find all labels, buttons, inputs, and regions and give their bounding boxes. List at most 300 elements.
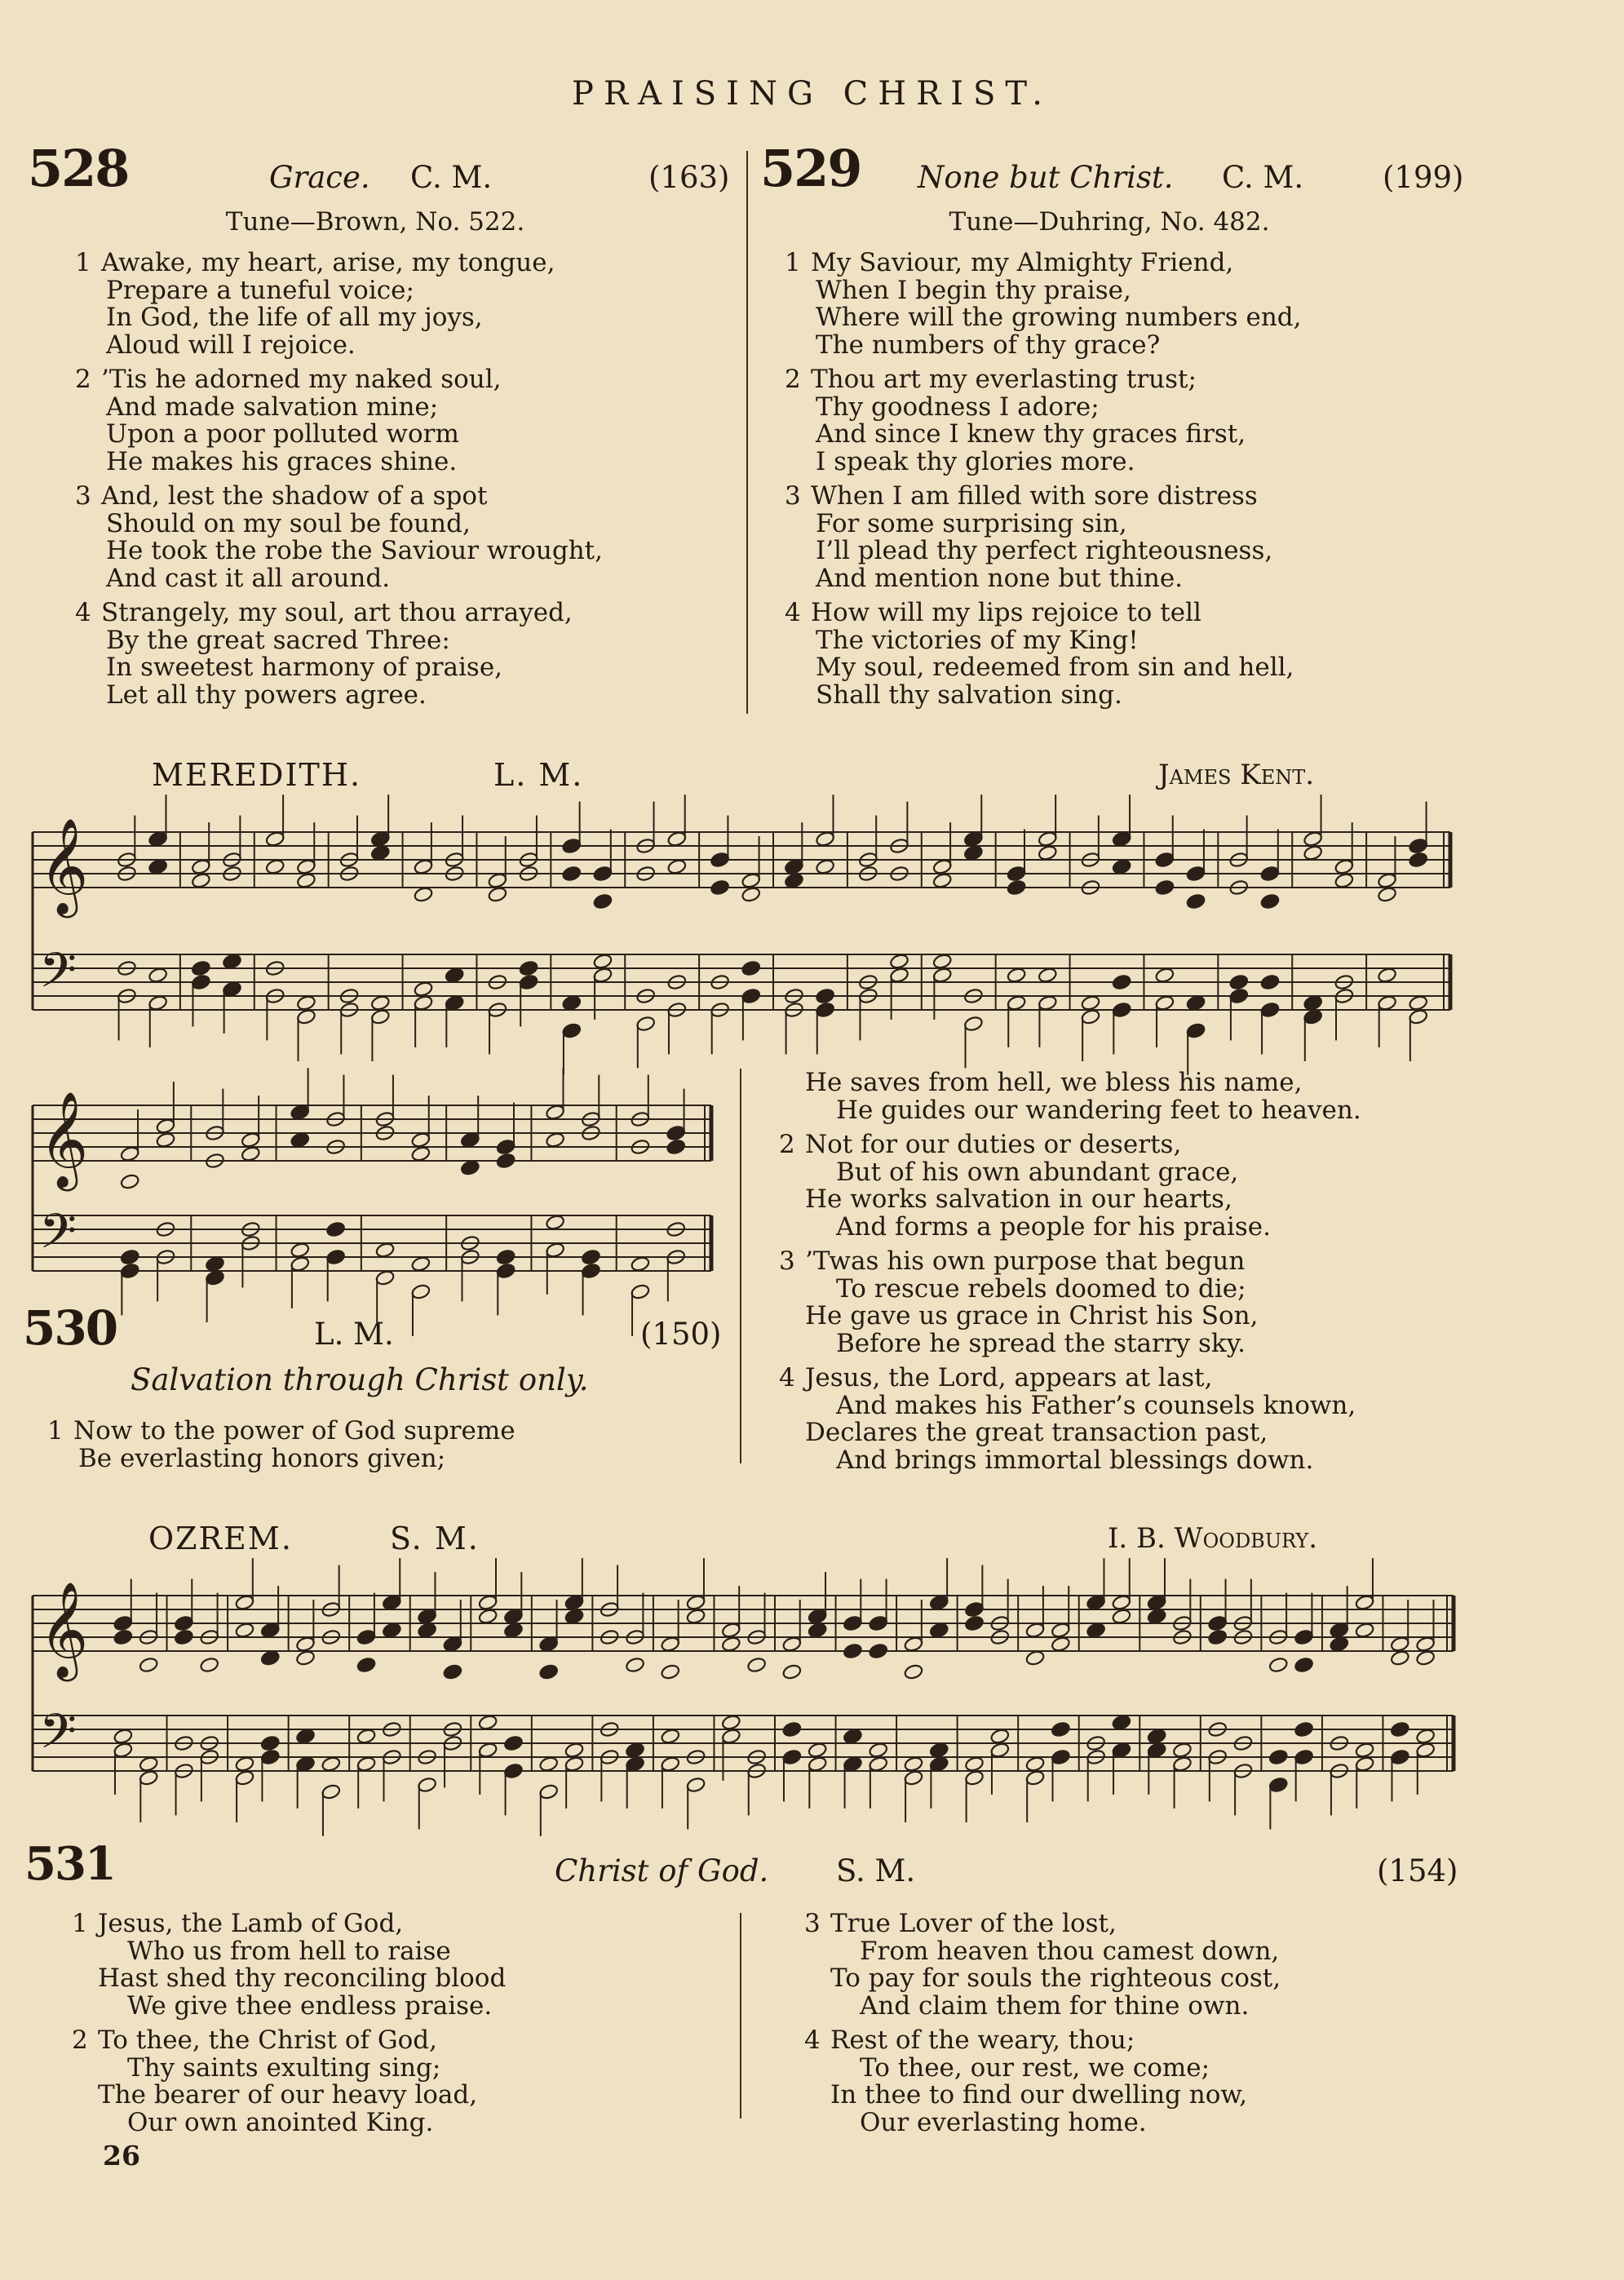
ozrem-system-note-head: [538, 1636, 559, 1653]
ozrem-system-note-head: [538, 1663, 559, 1680]
meredith-system-1-note-head: [1377, 872, 1397, 889]
meredith-system-1-note-head: [561, 1022, 582, 1039]
ozrem-system-note-head: [1025, 1769, 1046, 1786]
hymn-528-meter: C. M.: [410, 160, 493, 195]
ozrem-system-note-head: [904, 1755, 924, 1773]
meredith-system-1-note-head: [593, 967, 613, 984]
meredith-system-2-note-head: [666, 1125, 686, 1142]
meredith-system-1-note-head: [889, 967, 909, 984]
meredith-system-1-note-head: [1186, 1022, 1206, 1039]
ozrem-system-note-head: [660, 1728, 680, 1745]
ozrem-system-note-head: [808, 1755, 828, 1773]
ozrem-system-note-head: [868, 1742, 888, 1759]
meredith-system-1-note-head: [1155, 852, 1175, 869]
meredith-system-1-note-head: [741, 872, 761, 889]
ozrem-system-note-head: [1172, 1755, 1193, 1773]
ozrem-system-note-head: [686, 1594, 706, 1611]
meredith-system-1-note-head: [889, 953, 909, 970]
hymn-531-ref: (154): [1377, 1853, 1458, 1888]
column-divider-bottom: [740, 1913, 741, 2118]
stanza-1: 1 Awake, my heart, arise, my tongue, Prepare a tuneful voice; In God, the life of all my joys, Aloud will I rejoice.: [75, 248, 555, 360]
hymn-529-tune: Tune—Duhring, No. 482.: [949, 207, 1270, 237]
meredith-system-1-note-head: [191, 974, 211, 991]
ozrem-system-note-head: [868, 1643, 888, 1660]
hymn-531-verses-right: 3 True Lover of the lost, From heaven thou camest down, To pay for souls the righteous cost, And claim them for thine own. 4 Rest of the weary, thou; To thee, our rest, we come; In thee to find our dwelling now, Our everlasting home.: [804, 1909, 1281, 2137]
ozrem-system-note-head: [746, 1657, 767, 1674]
meredith-system-1-note-head: [1081, 994, 1101, 1012]
meredith-system-1-note-head: [1408, 838, 1428, 855]
meredith-system-1-note-head: [1377, 967, 1397, 984]
ozrem-system-note-head: [478, 1714, 498, 1731]
meredith-system-1-note-head: [1038, 830, 1058, 848]
meredith-system-1-note-head: [635, 1016, 656, 1033]
meredith-system-1-note-head: [414, 858, 434, 875]
meredith-system-1-note-head: [148, 858, 168, 875]
meredith-system-1-note-head: [370, 830, 391, 848]
meredith-system-1-note-head: [1408, 1008, 1428, 1025]
ozrem-system-note-head: [904, 1663, 924, 1680]
meredith-system-2-bass-clef-icon: 𝄢: [39, 1203, 77, 1271]
meredith-system-1-note-head: [815, 988, 835, 1005]
page-number: 26: [103, 2140, 140, 2172]
ozrem-system-note-head: [1294, 1721, 1314, 1738]
meredith-system-1-note-head: [148, 830, 168, 848]
meredith-system-1-note-head: [561, 994, 582, 1012]
ozrem-system-note-head: [139, 1755, 159, 1773]
meredith-system-1-note-head: [519, 974, 539, 991]
ozrem-system-note-head: [843, 1643, 863, 1660]
meredith-system-1-note-head: [265, 858, 285, 875]
ozrem-system-note-head: [113, 1742, 134, 1759]
meredith-system-1-bass-clef-icon: 𝄢: [39, 942, 77, 1010]
stanza-1: 1 My Saviour, my Almighty Friend, When I begin thy praise, Where will the growing numbers end, The numbers of thy grace?: [785, 248, 1302, 360]
ozrem-system-note-head: [1294, 1629, 1314, 1646]
meredith-system-1-note-head: [784, 858, 804, 875]
meredith-system-2-note-head: [120, 1249, 140, 1266]
meredith-system-2-note-head: [120, 1145, 140, 1162]
ozrem-system-note-head: [174, 1629, 194, 1646]
meredith-system-1-note-head: [191, 858, 211, 875]
ozrem-system-note-head: [660, 1755, 680, 1773]
ozrem-system-note-head: [625, 1657, 645, 1674]
meredith-system-1-note-head: [148, 967, 168, 984]
meredith-system-1-note-head: [963, 844, 984, 861]
ozrem-system-note-head: [989, 1728, 1010, 1745]
ozrem-system-note-head: [1355, 1755, 1375, 1773]
meredith-system-1-note-head: [519, 960, 539, 977]
meredith-system-2-note-head: [545, 1214, 565, 1231]
meredith-system-1-note-head: [1334, 858, 1354, 875]
meredith-system-1-note-head: [1007, 994, 1027, 1012]
meredith-system-2-note-head: [241, 1131, 261, 1149]
column-divider-middle: [740, 1069, 741, 1463]
ozrem-system-note-head: [929, 1594, 949, 1611]
ozrem-system-note-head: [964, 1615, 985, 1632]
meredith-system-1-note-head: [1186, 866, 1206, 883]
meredith-system-1-note-head: [666, 830, 687, 848]
hymn-530-verse-1-start: 1 Now to the power of God supreme Be everlasting honors given;: [47, 1416, 516, 1473]
ozrem-system-note-head: [235, 1594, 255, 1611]
meredith-system-1-note-head: [963, 830, 984, 848]
ozrem-system-note-head: [1415, 1636, 1436, 1653]
ozrem-system-note-head: [295, 1755, 316, 1773]
stanza-4: 4 Strangely, my soul, art thou arrayed, By the great sacred Three: In sweetest harmony of praise, Let all thy powers agree.: [75, 598, 573, 710]
ozrem-system-note-head: [808, 1742, 828, 1759]
meredith-system-2-note-head: [460, 1131, 480, 1149]
ozrem-system-note-head: [564, 1594, 585, 1611]
meredith-system-1-note-head: [1112, 830, 1132, 848]
ozrem-system-note-head: [1355, 1742, 1375, 1759]
meredith-system-1-note-head: [784, 872, 804, 889]
ozrem-system-note-head: [721, 1622, 741, 1639]
meredith-system-1-note-head: [414, 886, 434, 903]
ozrem-system-note-head: [260, 1749, 281, 1766]
meredith-system-1-note-head: [815, 830, 835, 848]
ozrem-system-note-head: [1268, 1749, 1289, 1766]
meredith-system-1-note-head: [666, 858, 687, 875]
meredith-system-2-note-head: [156, 1118, 176, 1135]
ozrem-system-note-head: [1329, 1636, 1349, 1653]
meredith-system-1-note-head: [370, 994, 391, 1012]
meredith-system-1-note-head: [1228, 974, 1249, 991]
tune-meredith-title: MEREDITH.: [152, 757, 362, 793]
meredith-system-2-note-head: [290, 1242, 310, 1259]
meredith-system-2-note-head: [496, 1249, 516, 1266]
ozrem-system-note-head: [904, 1769, 924, 1786]
meredith-system-1-note-head: [1408, 852, 1428, 869]
ozrem-system-note-head: [782, 1663, 803, 1680]
ozrem-system-note-head: [564, 1742, 585, 1759]
meredith-system-2-note-head: [156, 1131, 176, 1149]
ozrem-system-note-head: [1112, 1594, 1132, 1611]
meredith-system-1-note-head: [1260, 1002, 1281, 1019]
ozrem-system-note-head: [503, 1608, 524, 1625]
meredith-system-1-note-head: [414, 981, 434, 998]
meredith-system-1-note-head: [1155, 994, 1175, 1012]
meredith-system-1-note-head: [148, 994, 168, 1012]
meredith-system-1-note-head: [1007, 967, 1027, 984]
meredith-system-1-note-head: [932, 967, 953, 984]
ozrem-system-note-head: [808, 1622, 828, 1639]
meredith-system-2-note-head: [205, 1255, 225, 1273]
ozrem-system-note-head: [199, 1657, 219, 1674]
meredith-system-1-note-head: [370, 1008, 391, 1025]
ozrem-system-note-head: [1086, 1622, 1106, 1639]
ozrem-system-note-head: [1025, 1755, 1046, 1773]
meredith-system-1-note-head: [370, 844, 391, 861]
meredith-system-1-note-head: [1112, 858, 1132, 875]
ozrem-system-note-head: [538, 1755, 559, 1773]
ozrem-system-note-head: [235, 1622, 255, 1639]
ozrem-system-note-head: [721, 1636, 741, 1653]
ozrem-system-note-head: [564, 1608, 585, 1625]
meredith-system-1-note-head: [414, 994, 434, 1012]
stanza-2: 2 Thou art my everlasting trust; Thy goodness I adore; And since I knew thy graces first, I speak thy glories more.: [785, 365, 1246, 476]
ozrem-system-note-head: [782, 1721, 803, 1738]
meredith-system-1-note-head: [1081, 1008, 1101, 1025]
meredith-system-1-note-head: [1260, 893, 1281, 910]
ozrem-system-note-head: [929, 1622, 949, 1639]
ozrem-system-note-head: [1112, 1608, 1132, 1625]
ozrem-system-note-head: [1415, 1649, 1436, 1667]
meredith-system-2-note-head: [496, 1263, 516, 1280]
stanza-2: 2 ’Tis he adorned my naked soul, And made salvation mine; Upon a poor polluted worm He makes his graces shine.: [75, 365, 502, 476]
ozrem-system-note-head: [1390, 1749, 1410, 1766]
hymn-530-ref: (150): [640, 1317, 722, 1352]
meredith-system-2-note-head: [545, 1104, 565, 1121]
ozrem-system-note-head: [868, 1755, 888, 1773]
meredith-system-2-note-head: [411, 1145, 431, 1162]
ozrem-system-bass-clef-icon: 𝄢: [39, 1703, 77, 1771]
hymn-531-verses-left: 1 Jesus, the Lamb of God, Who us from hell to raise Hast shed thy reconciling blood We give thee endless praise. 2 To thee, the Christ of God, Thy saints exulting sing; The bearer of our heavy load, Our own anointed King.: [72, 1909, 507, 2137]
ozrem-system-note-head: [964, 1769, 985, 1786]
ozrem-system-note-head: [1051, 1749, 1071, 1766]
hymn-530-meter: L. M.: [314, 1317, 394, 1352]
meredith-system-1-note-head: [1303, 830, 1323, 848]
ozrem-system-note-head: [721, 1728, 741, 1745]
meredith-system-2-note-head: [411, 1283, 431, 1300]
hymn-528-number: 528: [28, 139, 129, 198]
meredith-system-1-note-head: [296, 858, 316, 875]
hymn-529-name: None but Christ.: [918, 160, 1174, 195]
meredith-system-1-note-head: [561, 838, 582, 855]
ozrem-system-note-head: [1147, 1594, 1167, 1611]
ozrem-system-note-head: [443, 1663, 463, 1680]
ozrem-system-note-head: [1025, 1622, 1046, 1639]
ozrem-system-note-head: [260, 1622, 281, 1639]
tune-meredith-meter: L. M.: [493, 757, 584, 793]
ozrem-system-note-head: [808, 1608, 828, 1625]
meredith-system-1-note-head: [593, 866, 613, 883]
meredith-system-1-note-head: [1334, 872, 1354, 889]
ozrem-system-note-head: [660, 1636, 680, 1653]
ozrem-system-note-head: [503, 1622, 524, 1639]
meredith-system-2-note-head: [325, 1221, 346, 1238]
ozrem-system-note-head: [564, 1755, 585, 1773]
ozrem-system-note-head: [1294, 1657, 1314, 1674]
meredith-system-1-note-head: [815, 858, 835, 875]
meredith-system-2-note-head: [666, 1139, 686, 1156]
meredith-system-1-note-head: [1112, 974, 1132, 991]
ozrem-system-note-head: [904, 1636, 924, 1653]
ozrem-system-note-head: [1390, 1721, 1410, 1738]
meredith-system-1-note-head: [296, 994, 316, 1012]
meredith-system-1-note-head: [1303, 844, 1323, 861]
ozrem-system-note-head: [1355, 1622, 1375, 1639]
ozrem-system-note-head: [1294, 1749, 1314, 1766]
ozrem-system-note-head: [321, 1783, 341, 1800]
ozrem-system-note-head: [686, 1608, 706, 1625]
ozrem-system-note-head: [382, 1594, 402, 1611]
meredith-system-2-note-head: [290, 1255, 310, 1273]
ozrem-system-note-head: [356, 1728, 377, 1745]
ozrem-system-note-head: [625, 1742, 645, 1759]
meredith-system-1-note-head: [561, 866, 582, 883]
meredith-system-1-note-head: [1038, 967, 1058, 984]
meredith-system-1-note-head: [488, 886, 508, 903]
ozrem-system-note-head: [964, 1601, 985, 1618]
ozrem-system-note-head: [1390, 1649, 1410, 1667]
meredith-system-1-note-head: [445, 967, 465, 984]
meredith-system-1-note-head: [296, 872, 316, 889]
ozrem-system-note-head: [356, 1657, 377, 1674]
ozrem-system-note-head: [1329, 1622, 1349, 1639]
hymn-531-number: 531: [24, 1837, 115, 1891]
ozrem-system-note-head: [1025, 1649, 1046, 1667]
meredith-system-1-note-head: [1303, 1008, 1323, 1025]
ozrem-system-note-head: [843, 1615, 863, 1632]
ozrem-system-note-head: [843, 1728, 863, 1745]
meredith-system-2-note-head: [411, 1131, 431, 1149]
ozrem-system-note-head: [295, 1636, 316, 1653]
ozrem-system-note-head: [1268, 1777, 1289, 1794]
meredith-system-2-note-head: [375, 1242, 396, 1259]
ozrem-system-note-head: [139, 1769, 159, 1786]
hymn-529-meter: C. M.: [1222, 160, 1304, 195]
ozrem-system-note-head: [1112, 1714, 1132, 1731]
ozrem-system-note-head: [417, 1777, 437, 1794]
meredith-system-1-note-head: [296, 1008, 316, 1025]
ozrem-system-note-head: [443, 1636, 463, 1653]
hymn-529-number: 529: [760, 139, 861, 198]
ozrem-system-note-head: [139, 1657, 159, 1674]
ozrem-system-note-head: [235, 1755, 255, 1773]
meredith-system-1-note-head: [445, 994, 465, 1012]
ozrem-system-note-head: [113, 1728, 134, 1745]
ozrem-system-note-head: [321, 1755, 341, 1773]
meredith-system-1-note-head: [1186, 994, 1206, 1012]
hymn-529-ref: (199): [1383, 160, 1464, 195]
hymn-528-tune: Tune—Brown, No. 522.: [225, 207, 525, 237]
meredith-system-2-note-head: [631, 1255, 651, 1273]
meredith-system-1-note-head: [1377, 886, 1397, 903]
meredith-system-1-note-head: [1377, 994, 1397, 1012]
hymn-530-name: Salvation through Christ only.: [131, 1362, 589, 1397]
meredith-system-2-note-head: [205, 1269, 225, 1286]
meredith-system-1-note-head: [1408, 994, 1428, 1012]
meredith-system-1-note-head: [932, 872, 953, 889]
ozrem-system-note-head: [1112, 1742, 1132, 1759]
meredith-system-2-note-head: [581, 1249, 601, 1266]
ozrem-system-treble-clef-icon: 𝄞: [39, 1581, 89, 1678]
meredith-system-1-note-head: [1007, 866, 1027, 883]
ozrem-system-note-head: [1147, 1608, 1167, 1625]
hymn-531-meter: S. M.: [836, 1853, 916, 1888]
hymn-530-number: 530: [23, 1300, 117, 1356]
meredith-system-1-note-head: [1260, 866, 1281, 883]
meredith-system-1-note-head: [1155, 879, 1175, 897]
ozrem-system-note-head: [113, 1629, 134, 1646]
ozrem-system-note-head: [1355, 1594, 1375, 1611]
tune-ozrem-meter: S. M.: [390, 1521, 480, 1556]
meredith-system-1-note-head: [222, 953, 242, 970]
meredith-system-1-note-head: [1007, 879, 1027, 897]
stanza-3: 3 And, lest the shadow of a spot Should on my soul be found, He took the robe the Saviour wrought, And cast it all around.: [75, 481, 603, 593]
ozrem-system-note-head: [478, 1594, 498, 1611]
meredith-system-1-note-head: [741, 988, 761, 1005]
ozrem-system-note-head: [356, 1629, 377, 1646]
ozrem-system-note-head: [868, 1615, 888, 1632]
meredith-system-1-note-head: [963, 1016, 984, 1033]
ozrem-system-note-head: [1268, 1657, 1289, 1674]
meredith-system-1-note-head: [593, 953, 613, 970]
ozrem-system-note-head: [1147, 1728, 1167, 1745]
ozrem-system-note-head: [1051, 1622, 1071, 1639]
meredith-system-2-note-head: [325, 1249, 346, 1266]
meredith-system-2-note-head: [120, 1173, 140, 1190]
ozrem-system-note-head: [503, 1735, 524, 1752]
ozrem-system-note-head: [260, 1735, 281, 1752]
ozrem-system-note-head: [295, 1728, 316, 1745]
ozrem-system-note-head: [538, 1783, 559, 1800]
meredith-system-2-note-head: [375, 1269, 396, 1286]
meredith-system-1-note-head: [710, 879, 730, 897]
meredith-system-2-note-head: [120, 1263, 140, 1280]
meredith-system-2-note-head: [411, 1255, 431, 1273]
ozrem-system-note-head: [1415, 1728, 1436, 1745]
meredith-system-1-note-head: [815, 1002, 835, 1019]
ozrem-system-note-head: [782, 1749, 803, 1766]
meredith-system-2-treble-clef-icon: 𝄞: [39, 1091, 89, 1188]
meredith-system-1-note-head: [593, 893, 613, 910]
meredith-system-1-note-head: [1228, 988, 1249, 1005]
ozrem-system-note-head: [1172, 1742, 1193, 1759]
ozrem-system-note-head: [235, 1769, 255, 1786]
meredith-system-2-note-head: [290, 1104, 310, 1121]
ozrem-system-note-head: [417, 1608, 437, 1625]
ozrem-system-note-head: [1051, 1636, 1071, 1653]
meredith-system-2-note-head: [496, 1153, 516, 1170]
ozrem-system-note-head: [1147, 1742, 1167, 1759]
running-head: PRAISING CHRIST.: [572, 75, 1052, 113]
meredith-system-1-note-head: [1112, 1002, 1132, 1019]
ozrem-system-note-head: [1086, 1594, 1106, 1611]
ozrem-system-note-head: [503, 1763, 524, 1780]
meredith-system-2-note-head: [545, 1131, 565, 1149]
ozrem-system-note-head: [417, 1622, 437, 1639]
stanza-4: 4 How will my lips rejoice to tell The victories of my King! My soul, redeemed from sin and hell, Shall thy salvation sing.: [785, 598, 1294, 710]
hymn-530-verses-continued: He saves from hell, we bless his name, He guides our wandering feet to heaven. 2 Not for our duties or deserts, But of his own abundant grace, He works salvation in our hearts, And forms a people for his praise. 3 ’Twas his own purpose that begun To rescue rebels doomed to die; He gave us grace in Christ his Son, Before he spread the starry sky. 4 Jesus, the Lord, appears at last, And makes his Father’s counsels known, Declares the great transaction past, And brings immortal blessings down.: [779, 1068, 1361, 1475]
meredith-system-2-note-head: [581, 1263, 601, 1280]
meredith-system-1-note-head: [1260, 974, 1281, 991]
meredith-system-1-note-head: [265, 830, 285, 848]
ozrem-system-note-head: [1207, 1615, 1228, 1632]
ozrem-system-note-head: [625, 1755, 645, 1773]
tune-ozrem-title: OZREM.: [148, 1521, 293, 1556]
meredith-system-2-note-head: [460, 1159, 480, 1176]
ozrem-system-note-head: [260, 1649, 281, 1667]
stanza-3: 3 When I am filled with sore distress For some surprising sin, I’ll plead thy perfect righteousness, And mention none but thine.: [785, 481, 1273, 593]
meredith-system-1-note-head: [191, 872, 211, 889]
hymn-531-name: Christ of God.: [555, 1853, 769, 1888]
ozrem-system-note-head: [478, 1608, 498, 1625]
meredith-system-1-note-head: [1155, 967, 1175, 984]
ozrem-system-note-head: [1390, 1636, 1410, 1653]
meredith-system-1-note-head: [741, 886, 761, 903]
meredith-system-1-note-head: [932, 858, 953, 875]
ozrem-system-note-head: [721, 1714, 741, 1731]
meredith-system-1-note-head: [222, 981, 242, 998]
meredith-system-1-note-head: [741, 960, 761, 977]
ozrem-system-note-head: [382, 1622, 402, 1639]
ozrem-system-note-head: [989, 1742, 1010, 1759]
ozrem-system-note-head: [1051, 1721, 1071, 1738]
ozrem-system-note-head: [686, 1777, 706, 1794]
ozrem-system-note-head: [356, 1755, 377, 1773]
meredith-system-1-note-head: [191, 960, 211, 977]
ozrem-system-note-head: [113, 1615, 134, 1632]
meredith-system-1-note-head: [932, 953, 953, 970]
